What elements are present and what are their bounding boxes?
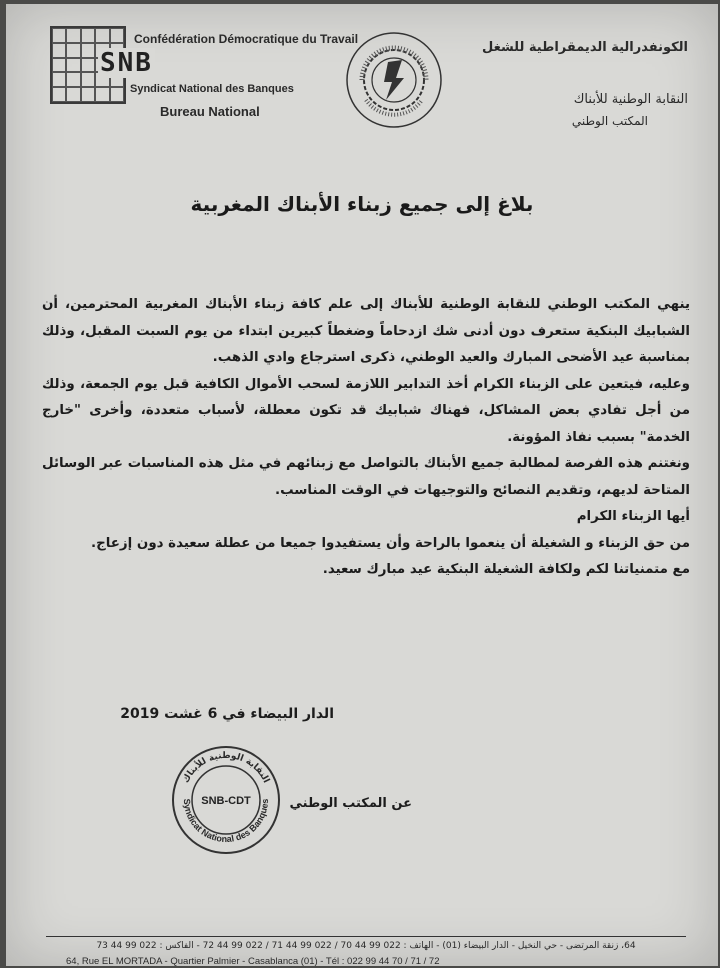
paragraph: وعليه، فيتعين على الزبناء الكرام أخذ التدابير اللازمة لسحب الأموال الكافية قبل يوم الجمعة، وذلك من أجل تفادي بعض المشاكل، فهناك شبابيك قد تكون معطلة، لأسباب متعددة، وأخرى "خارج الخدمة" بسبب نفاذ المؤونة. — [42, 376, 690, 445]
union-name-fr: Syndicat National des Banques — [130, 83, 294, 95]
stamp-ring-ar: النقابة الوطنية للأبناك — [181, 750, 271, 785]
footer-divider — [46, 936, 686, 937]
snb-logo-text: SNB — [100, 48, 153, 78]
signoff: عن المكتب الوطني — [289, 796, 412, 811]
letter-body — [42, 292, 690, 584]
paragraph: مع متمنياتنا لكم ولكافة الشغيلة البنكية عيد مبارك سعيد. — [322, 562, 690, 577]
svg-text:النقابة الوطنية للأبناك — [181, 751, 271, 785]
cdt-emblem-icon — [344, 30, 444, 130]
union-stamp-icon — [170, 744, 282, 856]
footer-address-fr: 64, Rue EL MORTADA - Quartier Palmier - Casablanca (01) - Tél : 022 99 44 70 / 71 / 72 — [66, 956, 440, 967]
letter-date: الدار البيضاء في 6 غشت 2019 — [120, 706, 334, 722]
bureau-name-ar: المكتب الوطني — [571, 114, 648, 128]
letter-page — [6, 4, 718, 966]
footer-address-ar: 64، زنقة المرتضى - حي النخيل - الدار البيضاء (01) - الهاتف : 022 99 44 70 / 022 99 44 71 / 022 99 44 72 - الفاكس : 022 99 44 73 — [96, 941, 636, 951]
paragraph: أيها الزبناء الكرام — [576, 509, 690, 524]
confederation-name-ar: الكونفدرالية الديمقراطية للشغل — [482, 40, 688, 55]
bureau-name-fr: Bureau National — [160, 104, 260, 119]
paragraph: ونغتنم هذه الفرصة لمطالبة جميع الأبناك بالتواصل مع زبنائهم في مثل هذه المناسبات عبر الوسائل المتاحة لديهم، وتقديم النصائح والتوجيهات في الوقت المناسب. — [42, 456, 690, 498]
paragraph: من حق الزبناء و الشغيلة أن ينعموا بالراحة وأن يستفيدوا جميعا من عطلة سعيدة دون إزعاج. — [91, 535, 690, 551]
document-title: بلاغ إلى جميع زبناء الأبناك المغربية — [190, 192, 534, 216]
union-name-ar: النقابة الوطنية للأبناك — [573, 92, 688, 107]
paragraph: ينهي المكتب الوطني للنقابة الوطنية للأبناك إلى علم كافة زبناء الأبناك المغربية المحترمين، أن الشبابيك البنكية ستعرف دون أدنى شك ازدحاماً وضغطاً كبيرين ابتداء من يوم السبت المقبل، وذلك بمناسبة عيد الأضحى المبارك والعيد الوطني، ذكرى استرجاع وادي الذهب. — [42, 297, 690, 365]
stamp-ring-fr: Syndicat National des Banques — [181, 798, 271, 845]
stamp-center-text: SNB-CDT — [201, 795, 251, 807]
confederation-name-fr: Confédération Démocratique du Travail — [134, 32, 359, 46]
